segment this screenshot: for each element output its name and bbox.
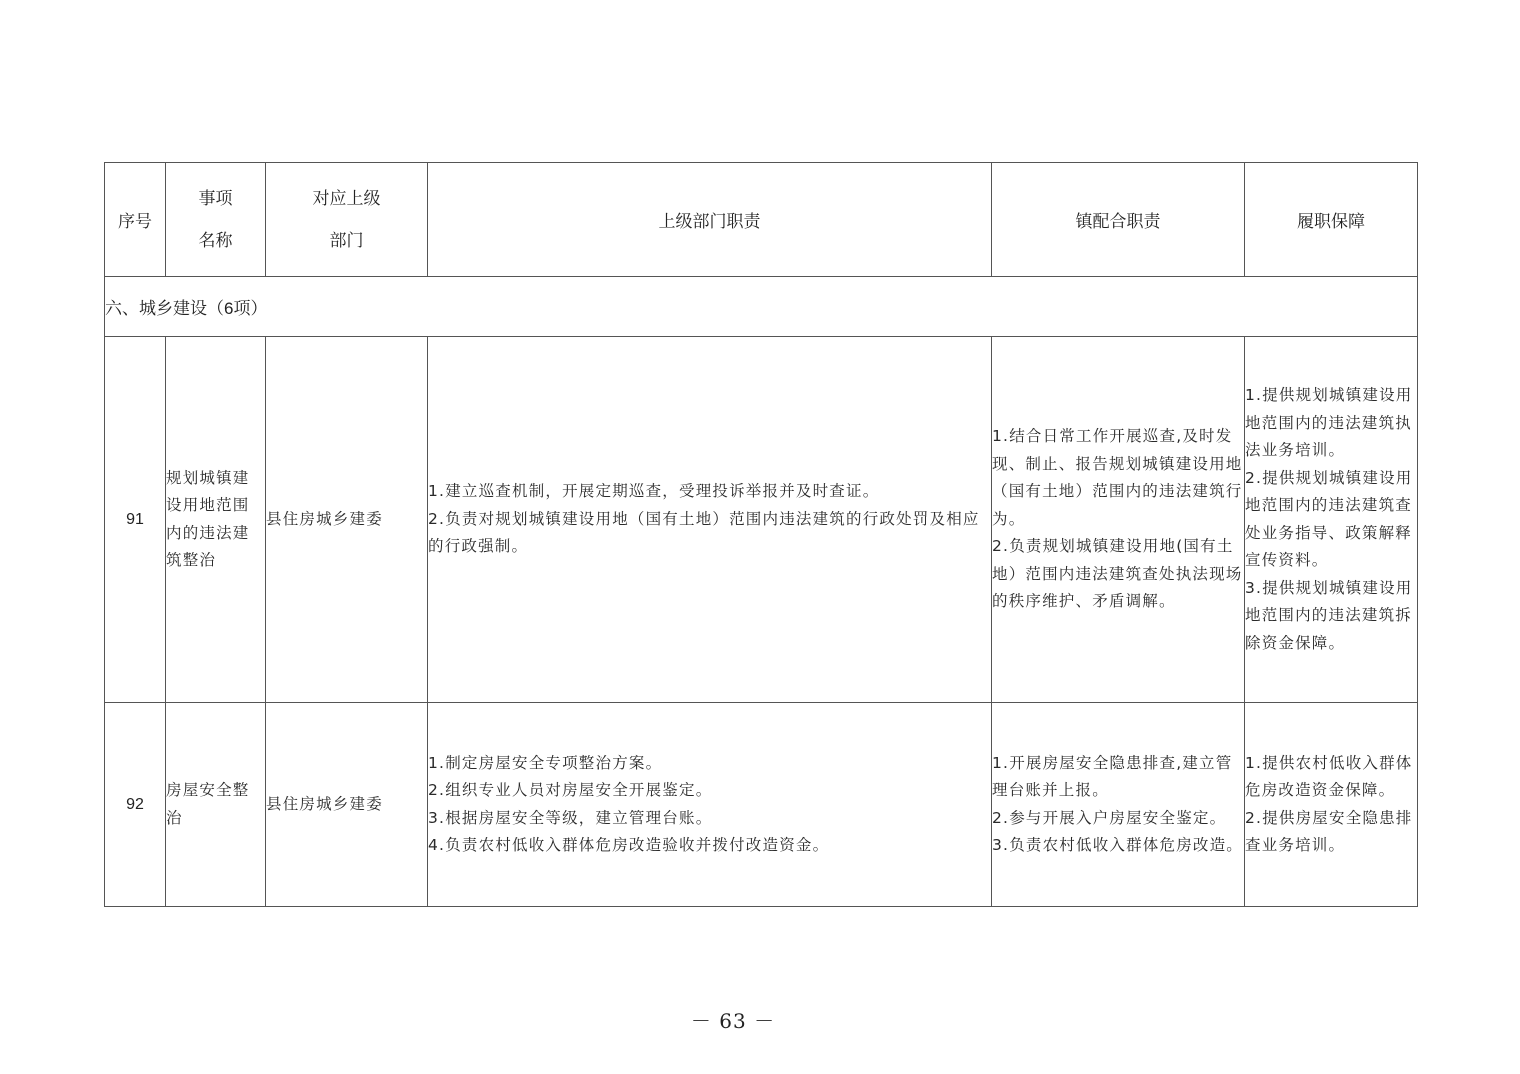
list-item: 1.提供农村低收入群体危房改造资金保障。 (1245, 753, 1413, 799)
header-upper-duty: 上级部门职责 (428, 163, 992, 277)
row-dept: 县住房城乡建委 (266, 703, 428, 907)
list-item: 1.结合日常工作开展巡查,及时发现、制止、报告规划城镇建设用地（国有土地）范围内的违法建筑行为。 (992, 427, 1243, 528)
header-guarantee: 履职保障 (1245, 163, 1418, 277)
table-row (105, 703, 1418, 907)
list-item: 1.建立巡查机制，开展定期巡查，受理投诉举报并及时查证。 (428, 482, 880, 501)
row-upper-duty (428, 703, 992, 907)
header-dept (266, 163, 428, 277)
row-item-name: 房屋安全整治 (166, 703, 266, 907)
list-item: 2.组织专业人员对房屋安全开展鉴定。 (428, 781, 713, 799)
list-item: 2.提供规划城镇建设用地范围内的违法建筑查处业务指导、政策解释宣传资料。 (1245, 468, 1413, 569)
list-item: 3.负责农村低收入群体危房改造。 (992, 836, 1243, 854)
list-item: 2.提供房屋安全隐患排查业务培训。 (1245, 808, 1413, 854)
row-item-name: 规划城镇建设用地范围内的违法建筑整治 (166, 337, 266, 703)
header-item-name-line2: 名称 (198, 230, 233, 250)
row-dept: 县住房城乡建委 (266, 337, 428, 703)
row-town-duty (992, 337, 1245, 703)
header-index: 序号 (105, 163, 166, 277)
row-index: 91 (105, 337, 166, 703)
header-town-duty: 镇配合职责 (992, 163, 1245, 277)
list-item: 4.负责农村低收入群体危房改造验收并拨付改造资金。 (428, 836, 830, 854)
section-row (105, 277, 1418, 337)
row-index: 92 (105, 703, 166, 907)
page-number: － 63 － (690, 1009, 776, 1033)
list-item: 2.参与开展入户房屋安全鉴定。 (992, 808, 1227, 827)
row-guarantee (1245, 703, 1418, 907)
header-dept-line2: 部门 (329, 230, 364, 250)
list-item: 2.负责对规划城镇建设用地（国有土地）范围内违法建筑的行政处罚及相应的行政强制。 (428, 509, 980, 556)
table-row (105, 337, 1418, 703)
section-title: 六、城乡建设（6项） (105, 277, 1418, 337)
row-upper-duty (428, 337, 992, 703)
row-town-duty (992, 703, 1245, 907)
list-item: 3.提供规划城镇建设用地范围内的违法建筑拆除资金保障。 (1245, 578, 1413, 652)
header-item-name-line1: 事项 (198, 188, 233, 208)
row-guarantee (1245, 337, 1418, 703)
list-item: 2.负责规划城镇建设用地(国有土地）范围内违法建筑查处执法现场的秩序维护、矛盾调解。 (992, 537, 1243, 611)
header-item-name (166, 163, 266, 277)
list-item: 1.提供规划城镇建设用地范围内的违法建筑执法业务培训。 (1245, 386, 1413, 459)
table-header-row (105, 163, 1418, 277)
header-dept-line1: 对应上级 (312, 188, 381, 208)
list-item: 1.开展房屋安全隐患排查,建立管理台账并上报。 (992, 753, 1233, 799)
duty-table (104, 162, 1418, 907)
list-item: 1.制定房屋安全专项整治方案。 (428, 753, 663, 772)
list-item: 3.根据房屋安全等级，建立管理台账。 (428, 808, 713, 827)
